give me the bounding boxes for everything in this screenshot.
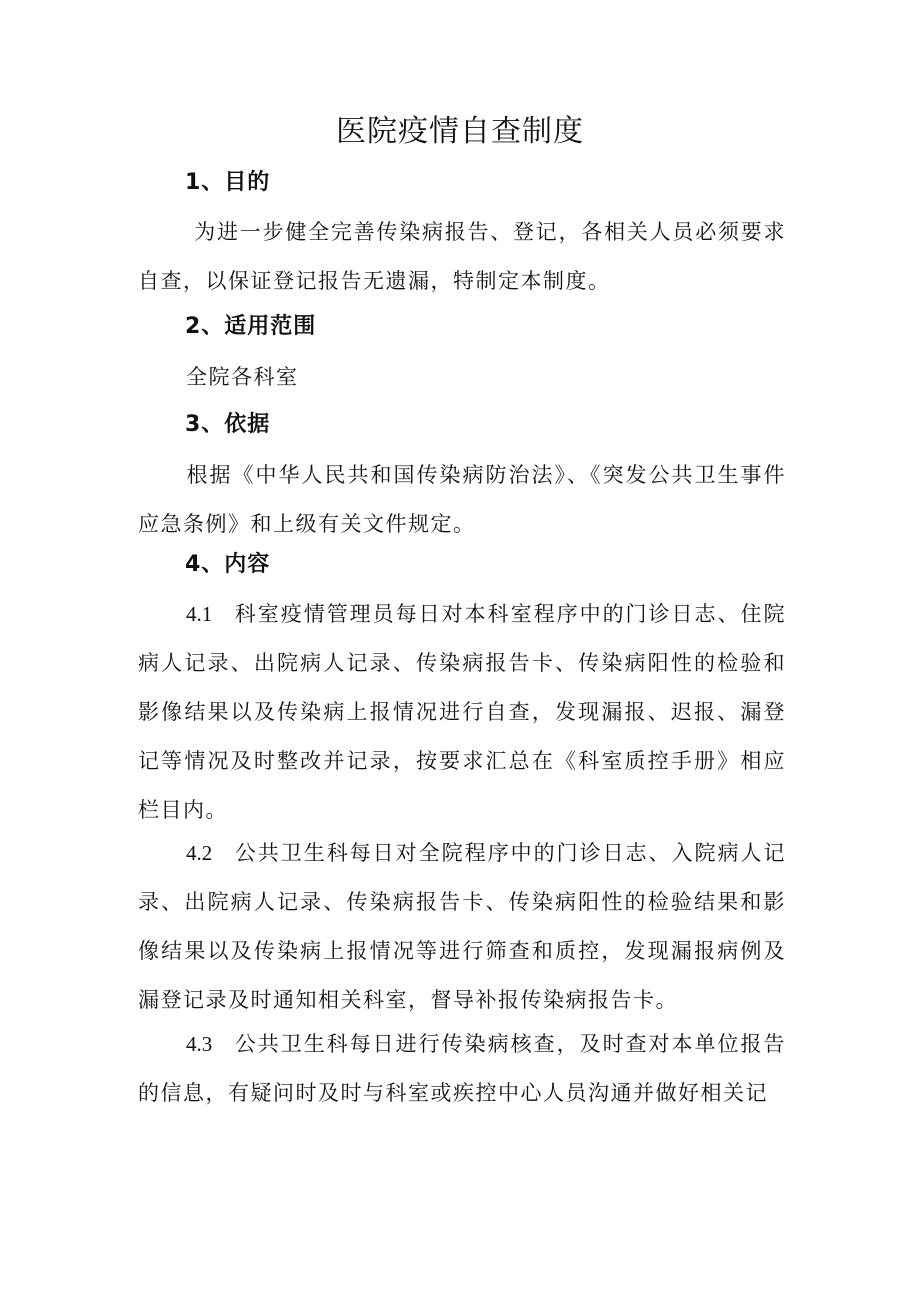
- item-text: 科室疫情管理员每日对本科室程序中的门诊日志、住院病人记录、出院病人记录、传染病报告卡、传染病阳性的检验和影像结果以及传染病上报情况进行自查，发现漏报、迟报、漏登记等情况及时整改并记录，按要求汇总在《科室质控手册》相应栏目内。: [138, 602, 786, 822]
- section-heading-content: 4、内容: [185, 552, 271, 577]
- item-text: 公共卫生科每日对全院程序中的门诊日志、入院病人记录、出院病人记录、传染病报告卡、传染病阳性的检验结果和影像结果以及传染病上报情况等进行筛查和质控，发现漏报病例及漏登记录及时通知相关科室，督导补报传染病报告卡。: [138, 841, 786, 1012]
- paragraph-text: 根据《中华人民共和国传染病防治法》、《突发公共卫生事件应急条例》和上级有关文件规定。: [138, 463, 786, 536]
- section-paragraph-purpose: [138, 208, 786, 306]
- section-heading-purpose: 1、目的: [185, 170, 271, 195]
- item-number: 4.1: [186, 602, 213, 626]
- section-paragraph-basis: [138, 451, 786, 549]
- content-item-4-3: [138, 1020, 786, 1118]
- section-paragraph-scope: [138, 353, 786, 402]
- section-heading-scope: 2、适用范围: [185, 314, 317, 339]
- paragraph-text: 为进一步健全完善传染病报告、登记，各相关人员必须要求自查，以保证登记报告无遗漏，特制定本制度。: [138, 220, 786, 293]
- item-text: 公共卫生科每日进行传染病核查，及时查对本单位报告的信息，有疑问时及时与科室或疾控中心人员沟通并做好相关记: [138, 1032, 786, 1105]
- item-number: 4.3: [186, 1032, 213, 1056]
- document-title: 医院疫情自查制度: [336, 114, 584, 149]
- content-item-4-1: [138, 590, 786, 835]
- content-item-4-2: [138, 829, 786, 1025]
- paragraph-text: 全院各科室: [186, 365, 299, 389]
- section-heading-basis: 3、依据: [185, 412, 271, 437]
- item-number: 4.2: [186, 841, 213, 865]
